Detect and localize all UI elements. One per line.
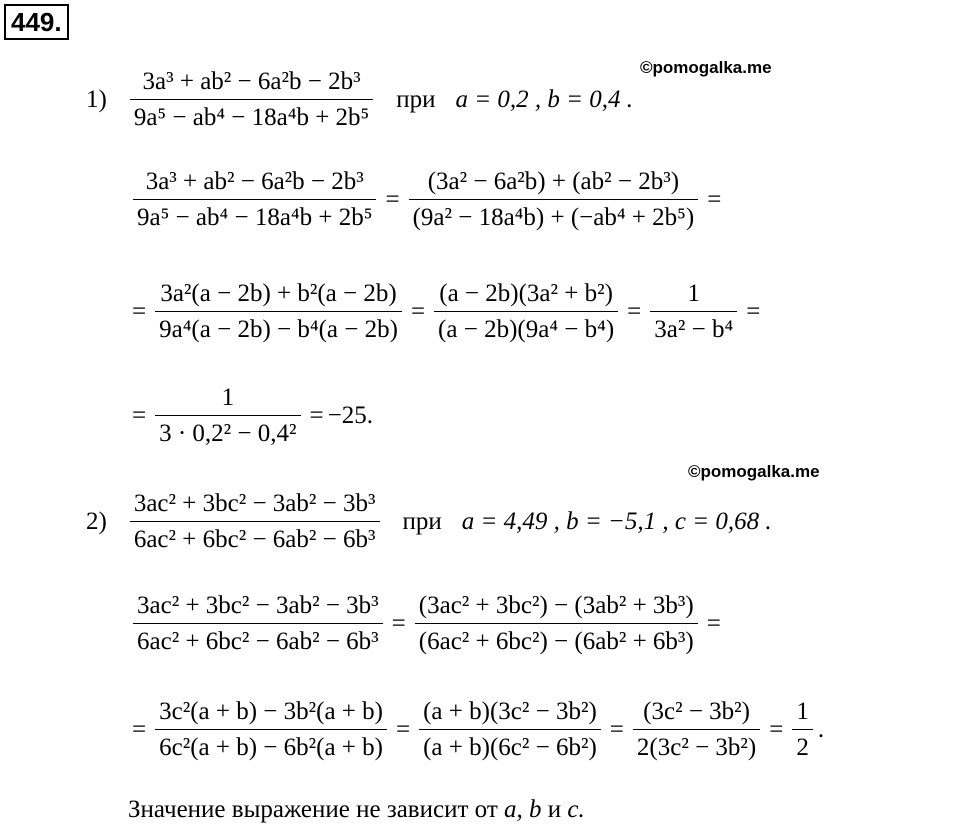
- part2-label: 2): [86, 508, 107, 535]
- fraction: [155, 384, 300, 448]
- part2-step1: [128, 592, 725, 656]
- equals-sign: =: [706, 610, 721, 637]
- part2-task: [86, 490, 772, 554]
- fraction: [415, 592, 698, 656]
- part1-condition: a = 0,2 , b = 0,4 .: [455, 86, 634, 113]
- equals-sign: =: [309, 402, 324, 429]
- fraction: [133, 168, 376, 232]
- fraction-denominator: 3 · 0,2² − 0,4²: [155, 415, 300, 448]
- part1-step3: [128, 384, 373, 448]
- fraction-denominator: (6ac² + 6bc²) − (6ab² + 6b³): [415, 623, 698, 656]
- fraction-numerator: (a − 2b)(3a² + b²): [439, 280, 613, 307]
- fraction-denominator: 9a⁴(a − 2b) − b⁴(a − 2b): [155, 311, 402, 344]
- fraction-numerator: 1: [796, 698, 809, 725]
- condition-word: при: [396, 86, 436, 113]
- condition-word: при: [402, 508, 442, 535]
- fraction-numerator: (a + b)(3c² − 3b²): [423, 698, 597, 725]
- fraction: [155, 280, 402, 344]
- fraction: [792, 698, 813, 762]
- fraction-numerator: 1: [221, 384, 235, 411]
- fraction: [633, 698, 760, 762]
- fraction: [155, 698, 387, 762]
- fraction-denominator: 6ac² + 6bc² − 6ab² − 6b³: [130, 521, 380, 554]
- part1-task: [86, 68, 633, 132]
- fraction-denominator: (a − 2b)(9a⁴ − b⁴): [434, 311, 618, 344]
- fraction: [650, 280, 737, 344]
- fraction-numerator: 3a³ + ab² − 6a²b − 2b³: [142, 68, 361, 95]
- conclusion-text: Значение выражение не зависит от: [128, 796, 498, 823]
- equals-sign: =: [396, 716, 411, 743]
- fraction-denominator: (9a² − 18a⁴b) + (−ab⁴ + 2b⁵): [409, 199, 699, 232]
- equals-sign: =: [769, 716, 784, 743]
- fraction-numerator: 1: [687, 280, 700, 307]
- fraction-numerator: (3a² − 6a²b) + (ab² − 2b³): [427, 168, 680, 195]
- fraction-numerator: 3a²(a − 2b) + b²(a − 2b): [160, 280, 397, 307]
- equals-sign: =: [385, 186, 400, 213]
- fraction-numerator: 3ac² + 3bc² − 3ab² − 3b³: [137, 592, 379, 619]
- fraction: [133, 592, 383, 656]
- conclusion-last: c.: [567, 796, 585, 823]
- problem-number: 449.: [4, 4, 69, 40]
- equals-sign: =: [410, 298, 426, 325]
- part2-step2: [128, 698, 824, 762]
- fraction-denominator: 9a⁵ − ab⁴ − 18a⁴b + 2b⁵: [130, 99, 373, 132]
- conclusion: [128, 796, 585, 824]
- equals-sign: =: [132, 402, 147, 429]
- fraction: [409, 168, 699, 232]
- equals-sign: =: [627, 298, 642, 325]
- period: .: [817, 716, 825, 743]
- fraction-denominator: 6ac² + 6bc² − 6ab² − 6b³: [133, 623, 383, 656]
- fraction-numerator: (3ac² + 3bc²) − (3ab² + 3b³): [418, 592, 694, 619]
- part2-task-fraction: [130, 490, 380, 554]
- part1-result: −25.: [327, 402, 373, 429]
- conclusion-and: и: [547, 796, 562, 823]
- fraction-denominator: 2(3c² − 3b²): [633, 729, 760, 762]
- fraction-denominator: 6c²(a + b) − 6b²(a + b): [155, 729, 387, 762]
- equals-sign: =: [391, 610, 406, 637]
- fraction-numerator: 3a³ + ab² − 6a²b − 2b³: [145, 168, 364, 195]
- fraction-denominator: 2: [792, 729, 813, 762]
- conclusion-vars: a, b: [504, 796, 542, 823]
- equals-sign: =: [746, 298, 761, 325]
- part2-condition: a = 4,49 , b = −5,1 , c = 0,68 .: [461, 508, 772, 535]
- fraction-denominator: 3a² − b⁴: [650, 311, 737, 344]
- watermark: ©pomogalka.me: [640, 58, 772, 77]
- fraction-denominator: (a + b)(6c² − 6b²): [419, 729, 601, 762]
- fraction-denominator: 9a⁵ − ab⁴ − 18a⁴b + 2b⁵: [133, 199, 376, 232]
- fraction: [419, 698, 601, 762]
- part1-task-fraction: [130, 68, 373, 132]
- equals-sign: =: [132, 298, 147, 325]
- fraction-numerator: 3ac² + 3bc² − 3ab² − 3b³: [133, 490, 376, 517]
- equals-sign: =: [609, 716, 624, 743]
- fraction: [434, 280, 618, 344]
- equals-sign: =: [707, 186, 722, 213]
- fraction-numerator: 3c²(a + b) − 3b²(a + b): [159, 698, 383, 725]
- equals-sign: =: [132, 716, 147, 743]
- fraction-numerator: (3c² − 3b²): [643, 698, 750, 725]
- part1-step2: [128, 280, 764, 344]
- part1-step1: [128, 168, 725, 232]
- part1-label: 1): [86, 86, 107, 113]
- watermark: ©pomogalka.me: [688, 462, 820, 481]
